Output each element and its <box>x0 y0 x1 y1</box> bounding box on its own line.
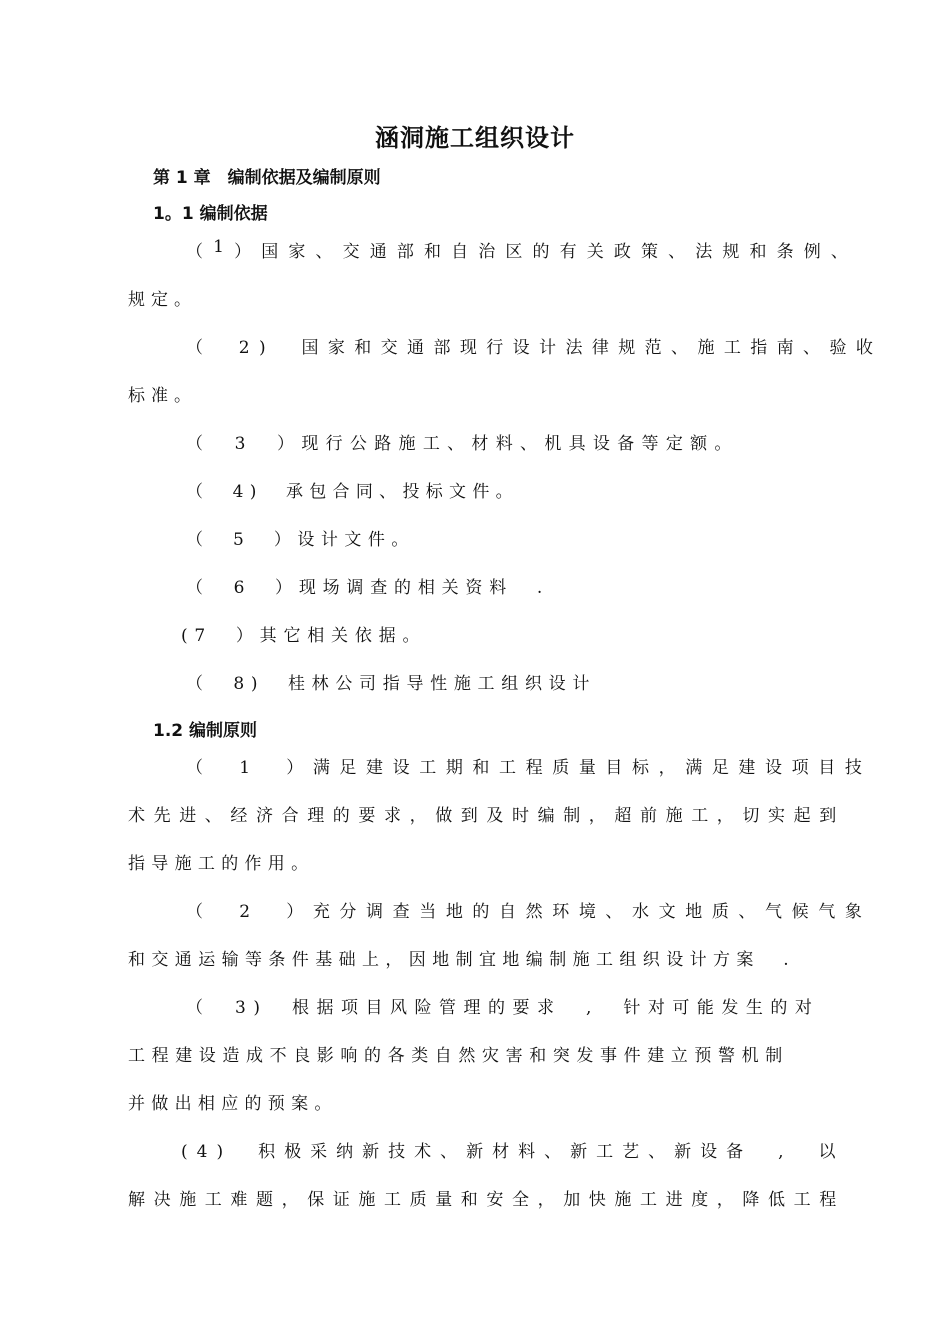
principle-1-line-1: （ 1 ）满足建设工期和工程质量目标，满足建设项目技 <box>186 758 872 778</box>
document-title: 涵洞施工组织设计 <box>375 124 575 152</box>
principle-3-line-1: （ 3) 根据项目风险管理的要求 , 针对可能发生的对 <box>186 998 820 1018</box>
basis-item-2-line-2: 标准。 <box>128 386 197 406</box>
basis-item-1-line-1: （ 1 ） 国 家 、 交 通 部 和 自 治 区 的 有 关 政 策 、 法 规 和 条 例 、 <box>186 237 848 262</box>
principle-3-line-2: 工程建设造成不良影响的各类自然灾害和突发事件建立预警机制 <box>128 1046 789 1066</box>
basis-item-7: (7 ）其它相关依据。 <box>181 626 427 646</box>
chapter-heading: 第 1 章 编制依据及编制原则 <box>153 168 381 188</box>
basis-item-8: （ 8) 桂林公司指导性施工组织设计 <box>186 674 597 694</box>
section-heading-1-2: 1.2 编制原则 <box>153 721 258 741</box>
principle-2-line-2: 和交通运输等条件基础上，因地制宜地编制施工组织设计方案 . <box>128 950 796 970</box>
principle-2-line-1: （ 2 ）充分调查当地的自然环境、水文地质、气候气象 <box>186 902 872 922</box>
principle-4-line-2: 解决施工难题，保证施工质量和安全，加快施工进度，降低工程 <box>128 1190 845 1210</box>
basis-item-1-line-2: 规定。 <box>128 290 197 310</box>
principle-1-line-3: 指导施工的作用。 <box>128 854 315 874</box>
basis-item-2-line-1: （ 2) 国家和交通部现行设计法律规范、施工指南、验收 <box>186 338 883 358</box>
basis-item-3: （ 3 ）现行公路施工、材料、机具设备等定额。 <box>186 434 739 454</box>
principle-1-line-2: 术先进、经济合理的要求，做到及时编制，超前施工，切实起到 <box>128 806 845 826</box>
principle-3-line-3: 并做出相应的预案。 <box>128 1094 338 1114</box>
basis-item-6: （ 6 ）现场调查的相关资料 . <box>186 578 550 598</box>
basis-item-5: （ 5 ）设计文件。 <box>186 530 415 550</box>
section-heading-1-1: 1。1 编制依据 <box>153 204 268 224</box>
basis-item-4: （ 4) 承包合同、投标文件。 <box>186 482 519 502</box>
principle-4-line-1: (4) 积极采纳新技术、新材料、新工艺、新设备 , 以 <box>181 1142 845 1162</box>
